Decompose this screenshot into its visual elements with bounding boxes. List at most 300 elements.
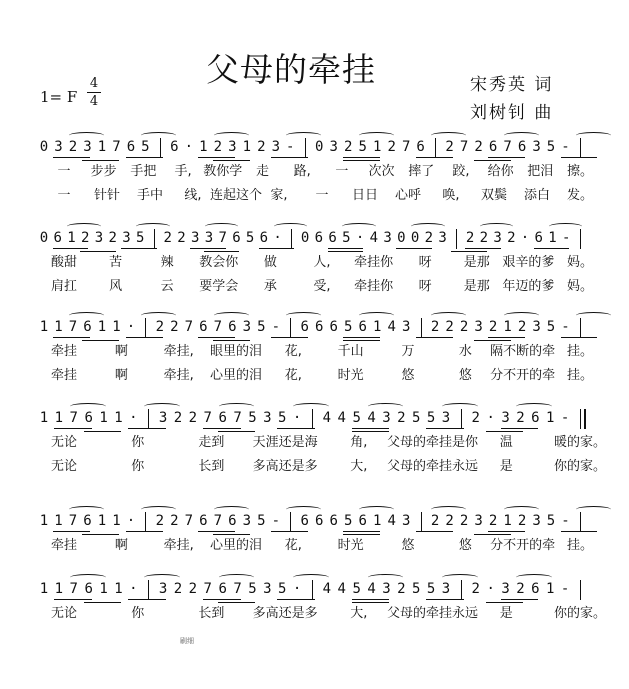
lyric-word: 悠 — [401, 368, 415, 383]
note: 6 — [315, 319, 324, 335]
slur-mark — [214, 132, 249, 139]
slur-mark — [576, 132, 611, 139]
note: 0 — [315, 139, 324, 155]
lyric-word: 挂。 — [566, 538, 594, 553]
note: 1 — [503, 513, 512, 529]
lyric-word: 悠 — [458, 368, 472, 383]
beam-underline — [416, 157, 453, 158]
lyric-word: 唤, — [442, 188, 460, 203]
note: 6 — [488, 139, 498, 155]
note: 7 — [112, 139, 121, 155]
beam-underline — [488, 157, 525, 158]
note: 5 — [412, 581, 421, 597]
note: 2 — [430, 319, 440, 335]
slur-mark — [286, 506, 321, 513]
bar-line — [580, 512, 581, 532]
lyric-line — [0, 344, 629, 362]
lyric-word: 做 — [263, 255, 277, 270]
beam-underline — [416, 337, 453, 338]
note: 6 — [328, 230, 337, 246]
beam-underline — [126, 337, 163, 338]
note: 2 — [430, 513, 440, 529]
note: 7 — [184, 513, 194, 529]
double-beam — [474, 340, 511, 341]
notation-row — [0, 138, 629, 160]
note: 5 — [358, 139, 367, 155]
note: 6 — [531, 581, 540, 597]
lyric-word: 受, — [313, 279, 331, 294]
lyric-word: 分不开的牵 — [490, 368, 556, 383]
slur-mark — [69, 312, 104, 319]
note: 2 — [170, 319, 179, 335]
slur-mark — [293, 403, 329, 410]
double-beam — [82, 340, 119, 341]
beam-underline — [426, 428, 464, 429]
note: 3 — [242, 319, 252, 335]
double-beam — [213, 160, 250, 161]
note: 1 — [114, 581, 123, 597]
lyric-word: 酸甜 — [50, 255, 78, 270]
bar-line — [580, 409, 586, 429]
note: 2 — [170, 513, 179, 529]
lyric-word: 添白 — [523, 188, 551, 203]
note: 6 — [358, 319, 367, 335]
note: 0 — [397, 230, 406, 246]
note: 6 — [53, 230, 62, 246]
note: 3 — [383, 230, 392, 246]
beam-underline — [343, 531, 380, 532]
lyric-word: 摔了 — [408, 164, 435, 179]
slur-mark — [504, 312, 539, 319]
lyric-word: 眼里的泪 — [209, 344, 263, 359]
slur-mark — [576, 312, 611, 319]
sustain-dash: - — [271, 319, 280, 335]
double-beam — [343, 534, 380, 535]
lyric-word: 教会你 — [199, 255, 239, 270]
note: 6 — [416, 139, 425, 155]
note: 2 — [516, 410, 525, 426]
slur-mark — [214, 312, 249, 319]
note: 2 — [155, 513, 165, 529]
note: 2 — [459, 319, 469, 335]
lyric-word: 一 — [57, 188, 71, 203]
note: 5 — [426, 410, 436, 426]
note: 5 — [257, 513, 266, 529]
lyric-word: 呀 — [418, 255, 432, 270]
slur-mark — [442, 574, 478, 581]
note: 2 — [81, 230, 90, 246]
lyric-word: 温 — [499, 435, 513, 450]
slur-mark — [576, 506, 611, 513]
note: 6 — [84, 410, 93, 426]
note: 1 — [54, 513, 63, 529]
note: 1 — [546, 581, 555, 597]
bar-line — [421, 318, 422, 338]
lyric-line — [0, 368, 629, 386]
lyric-word: 水 — [458, 344, 472, 359]
slur-mark — [144, 574, 180, 581]
note: 5 — [343, 513, 353, 529]
note: 2 — [177, 230, 186, 246]
lyric-word: 风 — [109, 279, 123, 294]
bar-line — [312, 409, 313, 429]
note: 2 — [445, 319, 454, 335]
double-beam — [213, 534, 250, 535]
note: 2 — [213, 139, 223, 155]
lyric-word: 是 — [499, 606, 513, 621]
dot-mark: · — [355, 230, 365, 246]
meter-top: 4 — [89, 76, 99, 91]
slur-mark — [549, 223, 582, 230]
lyric-word: 你的家。 — [553, 459, 607, 474]
note: 2 — [188, 581, 198, 597]
note: 3 — [438, 230, 447, 246]
slur-mark — [67, 223, 100, 230]
beam-underline — [416, 531, 453, 532]
note: 1 — [372, 513, 382, 529]
note: 6 — [358, 513, 367, 529]
note: 3 — [493, 230, 502, 246]
beam-underline — [352, 599, 390, 600]
pencil-annotation: 刷细 — [180, 637, 194, 645]
lyric-word: 无论 — [50, 435, 78, 450]
slur-mark — [136, 223, 169, 230]
lyric-word: 隔不断的牵 — [490, 344, 556, 359]
lyric-word: 牵挂你 — [354, 279, 394, 294]
note: 1 — [548, 230, 557, 246]
note: 2 — [516, 581, 525, 597]
beam-underline — [343, 157, 380, 158]
note: 3 — [242, 513, 252, 529]
lyric-word: 千山 — [337, 344, 364, 359]
note: 4 — [322, 581, 332, 597]
note: 2 — [397, 410, 406, 426]
note: 7 — [213, 513, 223, 529]
note: 6 — [170, 139, 179, 155]
lyric-word: 要学会 — [199, 279, 239, 294]
music-system — [0, 138, 629, 218]
lyric-word: 父母的牵挂是你 — [387, 435, 479, 450]
beam-underline — [561, 531, 598, 532]
double-beam — [486, 602, 524, 603]
lyric-line — [0, 538, 629, 556]
bar-line — [305, 138, 306, 158]
note: 2 — [471, 410, 480, 426]
note: 3 — [228, 139, 237, 155]
slur-mark — [214, 506, 249, 513]
lyric-word: 走到 — [198, 435, 225, 450]
bar-line — [456, 229, 457, 249]
bar-line — [290, 512, 291, 532]
lyric-word: 啊 — [114, 344, 128, 359]
note: 3 — [263, 581, 272, 597]
note: 0 — [300, 230, 310, 246]
bar-line — [580, 580, 581, 600]
beam-underline — [488, 337, 525, 338]
double-beam — [352, 602, 390, 603]
slur-mark — [431, 506, 466, 513]
dot-mark: · — [486, 410, 495, 426]
lyric-word: 云 — [160, 279, 174, 294]
note: 3 — [532, 513, 541, 529]
note: 5 — [546, 513, 556, 529]
slur-mark — [286, 132, 321, 139]
note: 2 — [488, 513, 498, 529]
note: 5 — [342, 230, 351, 246]
lyric-word: 呀 — [418, 279, 432, 294]
note: 3 — [474, 319, 483, 335]
lyric-word: 长到 — [198, 606, 225, 621]
slur-mark — [219, 403, 255, 410]
note: 1 — [114, 410, 123, 426]
bar-line — [148, 409, 149, 429]
slur-mark — [69, 506, 104, 513]
note: 7 — [203, 581, 212, 597]
lyric-word: 心里的泪 — [209, 538, 263, 553]
beam-underline — [534, 248, 569, 249]
note: 1 — [39, 513, 49, 529]
note: 6 — [329, 319, 338, 335]
slur-mark — [359, 506, 394, 513]
note: 3 — [441, 581, 451, 597]
lyric-word: 人, — [313, 255, 331, 270]
note: 6 — [329, 513, 338, 529]
note: 5 — [343, 319, 353, 335]
lyric-word: 艰辛的爹 — [502, 255, 555, 270]
note: 5 — [546, 319, 556, 335]
sustain-dash: - — [561, 513, 570, 529]
lyric-word: 手把 — [130, 164, 157, 179]
lyric-word: 角, — [350, 435, 368, 450]
slur-mark — [141, 506, 176, 513]
bar-line — [148, 580, 149, 600]
note: 3 — [474, 513, 483, 529]
lyric-word: 把泪 — [527, 164, 554, 179]
slur-mark — [286, 312, 321, 319]
beam-underline — [561, 157, 598, 158]
note: 5 — [278, 410, 287, 426]
sustain-dash: - — [561, 319, 570, 335]
lyric-word: 教你学 — [203, 164, 243, 179]
note: 6 — [232, 230, 241, 246]
lyric-line — [0, 435, 629, 453]
slur-mark — [69, 132, 104, 139]
note: 3 — [158, 581, 168, 597]
note: 4 — [387, 513, 396, 529]
song-title: 父母的牵挂 — [206, 50, 376, 89]
beam-underline — [328, 248, 363, 249]
note: 7 — [69, 410, 78, 426]
note: 7 — [503, 139, 512, 155]
lyric-word: 手中 — [136, 188, 164, 203]
note: 5 — [412, 410, 421, 426]
lyric-word: 牵挂, — [163, 368, 194, 383]
bar-line — [145, 318, 146, 338]
note: 5 — [352, 581, 361, 597]
note: 1 — [199, 139, 208, 155]
note: 3 — [382, 581, 391, 597]
note: 2 — [108, 230, 117, 246]
note: 7 — [233, 581, 242, 597]
slur-mark — [368, 403, 404, 410]
lyric-word: 花, — [284, 368, 302, 383]
note: 1 — [39, 410, 49, 426]
lyric-word: 无论 — [50, 459, 78, 474]
note: 5 — [248, 581, 257, 597]
lyricist-credit: 宋秀英 词 — [470, 75, 554, 95]
beam-underline — [198, 531, 235, 532]
lyric-word: 悠 — [401, 538, 415, 553]
slur-mark — [431, 312, 466, 319]
note: 3 — [329, 139, 338, 155]
slur-mark — [70, 403, 106, 410]
beam-underline — [198, 157, 235, 158]
note: 6 — [315, 513, 324, 529]
double-beam — [84, 602, 122, 603]
lyric-word: 啊 — [114, 538, 128, 553]
lyric-line — [0, 164, 629, 182]
bar-line — [461, 409, 462, 429]
beam-underline — [277, 428, 315, 429]
lyric-word: 手, — [174, 164, 192, 179]
double-beam — [218, 602, 256, 603]
note: 3 — [501, 410, 510, 426]
beam-underline — [352, 428, 390, 429]
note: 2 — [459, 513, 469, 529]
note: 7 — [401, 139, 411, 155]
dot-mark: · — [520, 230, 530, 246]
note: 5 — [135, 230, 145, 246]
lyric-word: 父母的牵挂永远 — [387, 606, 479, 621]
bar-line — [580, 229, 581, 249]
slur-mark — [205, 223, 238, 230]
note: 6 — [314, 230, 324, 246]
lyric-word: 是那 — [463, 255, 490, 270]
note: 2 — [68, 139, 78, 155]
note: 3 — [532, 319, 541, 335]
beam-underline — [561, 337, 598, 338]
beam-underline — [271, 157, 308, 158]
lyric-line — [0, 188, 629, 206]
bar-line — [435, 138, 436, 158]
note: 5 — [426, 581, 436, 597]
note: 5 — [278, 581, 287, 597]
note: 3 — [190, 230, 200, 246]
slur-mark — [144, 403, 180, 410]
note: 7 — [68, 319, 78, 335]
lyric-word: 牵挂你 — [354, 255, 394, 270]
dot-mark: · — [292, 410, 302, 426]
lyric-line — [0, 459, 629, 477]
note: 2 — [471, 581, 480, 597]
note: 6 — [84, 581, 93, 597]
slur-mark — [368, 574, 404, 581]
beam-underline — [126, 531, 163, 532]
dot-mark: · — [129, 581, 138, 597]
note: 1 — [372, 139, 382, 155]
note: 3 — [158, 410, 168, 426]
note: 4 — [337, 581, 346, 597]
lyric-word: 多高还是多 — [252, 459, 318, 474]
beam-underline — [271, 531, 308, 532]
note: 5 — [546, 139, 556, 155]
lyric-word: 一 — [335, 164, 349, 179]
beam-underline — [343, 337, 380, 338]
lyric-word: 针针 — [93, 188, 121, 203]
slur-mark — [342, 223, 375, 230]
note: 2 — [343, 139, 353, 155]
slur-mark — [293, 574, 329, 581]
double-beam — [474, 534, 511, 535]
bar-line — [580, 138, 581, 158]
note: 1 — [99, 581, 108, 597]
note: 7 — [459, 139, 469, 155]
beam-underline — [53, 157, 90, 158]
notation-row — [0, 409, 629, 431]
note: 1 — [372, 319, 382, 335]
double-beam — [204, 251, 239, 252]
lyric-word: 时光 — [337, 368, 364, 383]
note: 2 — [173, 581, 183, 597]
slur-mark — [431, 132, 466, 139]
slur-mark — [480, 223, 513, 230]
note: 1 — [97, 139, 107, 155]
lyric-word: 暖的家。 — [553, 435, 607, 450]
slur-mark — [359, 312, 394, 319]
bar-line — [421, 512, 422, 532]
lyric-word: 多高还是多 — [252, 606, 318, 621]
note: 7 — [203, 410, 212, 426]
double-beam — [82, 160, 119, 161]
note: 6 — [218, 581, 227, 597]
note: 3 — [122, 230, 131, 246]
note: 2 — [188, 410, 198, 426]
beam-underline — [126, 157, 163, 158]
beam-underline — [203, 428, 241, 429]
note: 2 — [163, 230, 172, 246]
lyric-word: 擦。 — [566, 164, 594, 179]
lyric-word: 心里的泪 — [209, 368, 263, 383]
note: 7 — [213, 319, 223, 335]
note: 2 — [445, 513, 454, 529]
note: 4 — [337, 410, 346, 426]
lyric-word: 日日 — [351, 188, 379, 203]
slur-mark — [504, 132, 539, 139]
beam-underline — [426, 599, 464, 600]
note: 6 — [517, 139, 527, 155]
lyric-word: 年迈的爹 — [502, 279, 555, 294]
note: 2 — [155, 319, 165, 335]
note: 2 — [488, 319, 498, 335]
double-beam — [343, 160, 380, 161]
double-beam — [474, 160, 511, 161]
beam-underline — [190, 248, 225, 249]
lyric-word: 跤, — [452, 164, 470, 179]
lyric-word: 是 — [499, 459, 513, 474]
slur-mark — [411, 223, 444, 230]
double-beam — [451, 251, 486, 252]
lyric-word: 你的家。 — [553, 606, 607, 621]
note: 1 — [242, 139, 252, 155]
dot-mark: · — [129, 410, 138, 426]
sustain-dash: - — [562, 230, 571, 246]
music-system — [0, 318, 629, 398]
lyric-word: 路, — [293, 164, 311, 179]
meter-line — [87, 92, 101, 93]
note: 3 — [263, 410, 272, 426]
lyric-word: 牵挂 — [50, 538, 78, 553]
lyric-word: 牵挂, — [163, 344, 194, 359]
